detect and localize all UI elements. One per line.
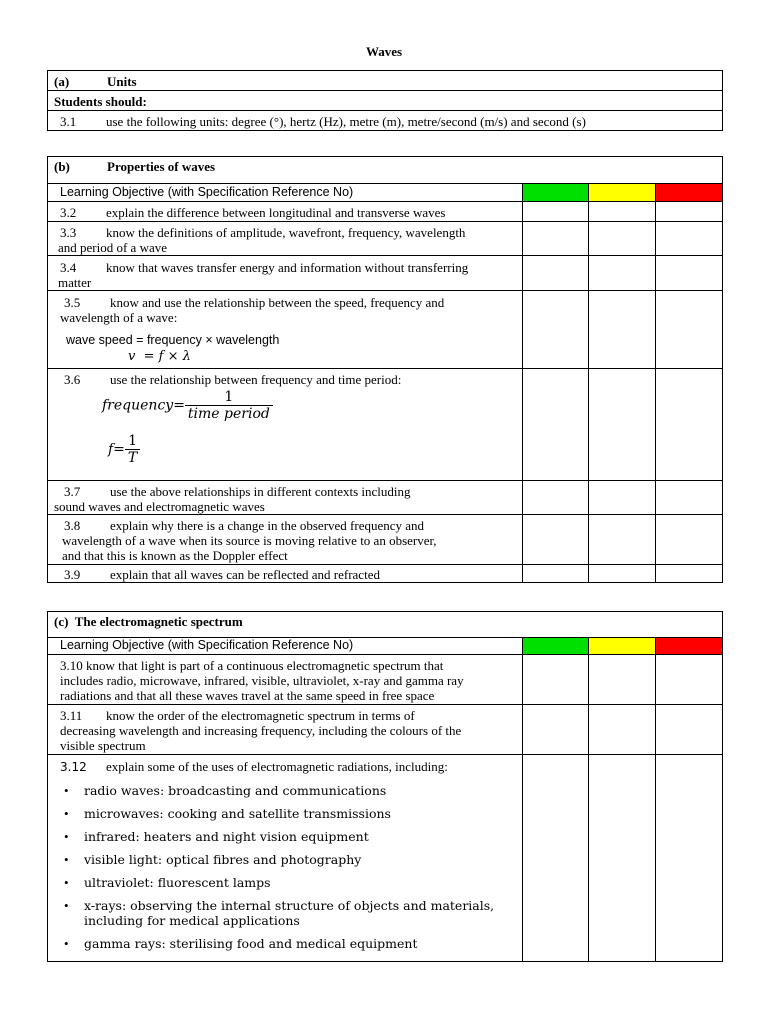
list-item (60, 936, 522, 951)
objective-row-3-8 (48, 515, 523, 565)
section-heading: (c) The electromagnetic spectrum (54, 614, 243, 629)
list-item (60, 898, 522, 928)
page-title: Waves (365, 44, 403, 59)
use-text: microwaves: cooking and satellite transmissions (84, 806, 391, 821)
objective-number: 3.2 (60, 205, 77, 220)
objective-header: Learning Objective (with Specification Reference No) (48, 638, 523, 655)
use-text: ultraviolet: fluorescent lamps (84, 875, 271, 890)
red-rating-cell[interactable] (656, 369, 723, 481)
green-rating-cell[interactable] (523, 515, 589, 565)
yellow-rating-cell[interactable] (589, 202, 656, 222)
yellow-rating-cell[interactable] (589, 369, 656, 481)
objective-row-3-10 (48, 655, 523, 705)
objective-text: use the following units: degree (°), hertz (Hz), metre (m), metre/second (m/s) and second (s) (106, 114, 586, 129)
objective-number: 3.5 (64, 295, 81, 310)
objective-text: explain why there is a change in the observed frequency and (110, 518, 425, 533)
green-rating-cell[interactable] (523, 755, 589, 962)
objective-text-continued: radiations and that all these waves travel at the same speed in free space (60, 688, 435, 703)
frequency-symbol-formula (108, 433, 522, 467)
objective-row-3-4 (48, 256, 523, 291)
green-rating-cell[interactable] (523, 655, 589, 705)
objective-text: use the above relationships in different contexts including (110, 484, 411, 499)
green-rating-header (523, 184, 589, 202)
bullet-icon: • (64, 829, 69, 844)
fraction-denominator: T (125, 449, 140, 467)
red-rating-cell[interactable] (656, 481, 723, 515)
section-heading-cell (48, 157, 723, 184)
yellow-rating-cell[interactable] (589, 222, 656, 256)
objective-row-3-6 (48, 369, 523, 481)
list-item (60, 806, 522, 821)
objective-number: 3.12 (60, 760, 87, 774)
bullet-icon: • (64, 898, 69, 913)
objective-number: 3.3 (60, 225, 77, 240)
use-text: x-rays: observing the internal structure of objects and materials, (84, 898, 495, 913)
students-should-label: Students should: (48, 91, 723, 111)
green-rating-cell[interactable] (523, 256, 589, 291)
objective-row-3-3 (48, 222, 523, 256)
em-uses-list (60, 783, 522, 951)
objective-text: know and use the relationship between the speed, frequency and (110, 295, 445, 310)
objective-row-3-5 (48, 291, 523, 369)
use-text: gamma rays: sterilising food and medical equipment (84, 936, 418, 951)
section-heading: Units (107, 74, 137, 89)
green-rating-cell[interactable] (523, 565, 589, 583)
yellow-rating-header (589, 184, 656, 202)
yellow-rating-cell[interactable] (589, 655, 656, 705)
list-item (60, 829, 522, 844)
yellow-rating-cell[interactable] (589, 705, 656, 755)
objective-text-continued: sound waves and electromagnetic waves (54, 499, 265, 514)
objective-number: 3.1 (60, 114, 77, 129)
objective-number: 3.6 (64, 372, 81, 387)
bullet-icon: • (64, 806, 69, 821)
fraction-denominator: time period (185, 405, 273, 423)
objective-text: know that waves transfer energy and information without transferring (106, 260, 469, 275)
fraction (125, 433, 140, 467)
objective-row-3-7 (48, 481, 523, 515)
equation-symbols: v = f × λ (128, 349, 191, 364)
red-rating-cell[interactable] (656, 222, 723, 256)
green-rating-cell[interactable] (523, 222, 589, 256)
fraction-numerator: 1 (224, 389, 234, 405)
objective-text: use the relationship between frequency and time period: (110, 372, 402, 387)
red-rating-cell[interactable] (656, 565, 723, 583)
use-text: radio waves: broadcasting and communications (84, 783, 387, 798)
section-letter: (a) (54, 74, 70, 89)
equation-words: wave speed = frequency × wavelength (66, 333, 280, 347)
list-item (60, 783, 522, 798)
formula-lhs: frequency= (102, 397, 185, 414)
section-heading: Properties of waves (107, 159, 216, 174)
objective-row-3-9 (48, 565, 523, 583)
units-table (47, 70, 723, 131)
objective-text: explain some of the uses of electromagnetic radiations, including: (106, 759, 448, 774)
list-item (60, 852, 522, 867)
red-rating-cell[interactable] (656, 705, 723, 755)
objective-number: 3.7 (64, 484, 81, 499)
red-rating-header (656, 184, 723, 202)
section-heading-cell (48, 612, 723, 638)
red-rating-cell[interactable] (656, 755, 723, 962)
objective-text-continued: wavelength of a wave: (60, 310, 178, 325)
formula-lhs: f= (108, 441, 125, 458)
green-rating-header (523, 638, 589, 655)
objective-number: 3.11 (60, 708, 83, 723)
objective-header: Learning Objective (with Specification Reference No) (48, 184, 523, 202)
objective-text-continued: matter (58, 275, 92, 290)
fraction (185, 389, 273, 423)
objective-row-3-12 (48, 755, 523, 962)
electromagnetic-spectrum-table (47, 611, 723, 962)
bullet-icon: • (64, 875, 69, 890)
bullet-icon: • (64, 936, 69, 951)
red-rating-cell[interactable] (656, 291, 723, 369)
objective-row-3-2 (48, 202, 523, 222)
yellow-rating-cell[interactable] (589, 291, 656, 369)
objective-text: 3.10 know that light is part of a continuous electromagnetic spectrum that (60, 658, 444, 673)
yellow-rating-cell[interactable] (589, 755, 656, 962)
frequency-formula (102, 389, 522, 423)
properties-of-waves-table (47, 156, 723, 583)
green-rating-cell[interactable] (523, 291, 589, 369)
list-item (60, 875, 522, 890)
section-letter: (b) (54, 159, 70, 174)
red-rating-header (656, 638, 723, 655)
fraction-numerator: 1 (128, 433, 138, 449)
red-rating-cell[interactable] (656, 202, 723, 222)
objective-number: 3.9 (64, 567, 81, 582)
red-rating-cell[interactable] (656, 515, 723, 565)
yellow-rating-cell[interactable] (589, 515, 656, 565)
objective-row-3-11 (48, 705, 523, 755)
objective-number: 3.8 (64, 518, 81, 533)
use-text: visible light: optical fibres and photography (84, 852, 362, 867)
objective-text-continued: includes radio, microwave, infrared, visible, ultraviolet, x-ray and gamma ray (60, 673, 464, 688)
yellow-rating-cell[interactable] (589, 256, 656, 291)
objective-text: explain the difference between longitudinal and transverse waves (106, 205, 446, 220)
use-text-continued: including for medical applications (84, 913, 300, 928)
bullet-icon: • (64, 852, 69, 867)
objective-text: explain that all waves can be reflected and refracted (110, 567, 380, 582)
yellow-rating-cell[interactable] (589, 565, 656, 583)
objective-row (48, 111, 723, 131)
yellow-rating-cell[interactable] (589, 481, 656, 515)
objective-text: know the definitions of amplitude, wavefront, frequency, wavelength (106, 225, 466, 240)
use-text: infrared: heaters and night vision equipment (84, 829, 369, 844)
yellow-rating-header (589, 638, 656, 655)
objective-text-continued: and that this is known as the Doppler effect (62, 548, 288, 563)
objective-text: know the order of the electromagnetic spectrum in terms of (106, 708, 415, 723)
green-rating-cell[interactable] (523, 202, 589, 222)
objective-text-continued: visible spectrum (60, 738, 146, 753)
objective-text-continued: decreasing wavelength and increasing frequency, including the colours of the (60, 723, 462, 738)
objective-number: 3.4 (60, 260, 77, 275)
green-rating-cell[interactable] (523, 481, 589, 515)
red-rating-cell[interactable] (656, 256, 723, 291)
bullet-icon: • (64, 783, 69, 798)
red-rating-cell[interactable] (656, 655, 723, 705)
objective-text-continued: wavelength of a wave when its source is moving relative to an observer, (62, 533, 437, 548)
units-heading-cell (48, 71, 723, 91)
green-rating-cell[interactable] (523, 705, 589, 755)
green-rating-cell[interactable] (523, 369, 589, 481)
objective-text-continued: and period of a wave (58, 240, 168, 255)
